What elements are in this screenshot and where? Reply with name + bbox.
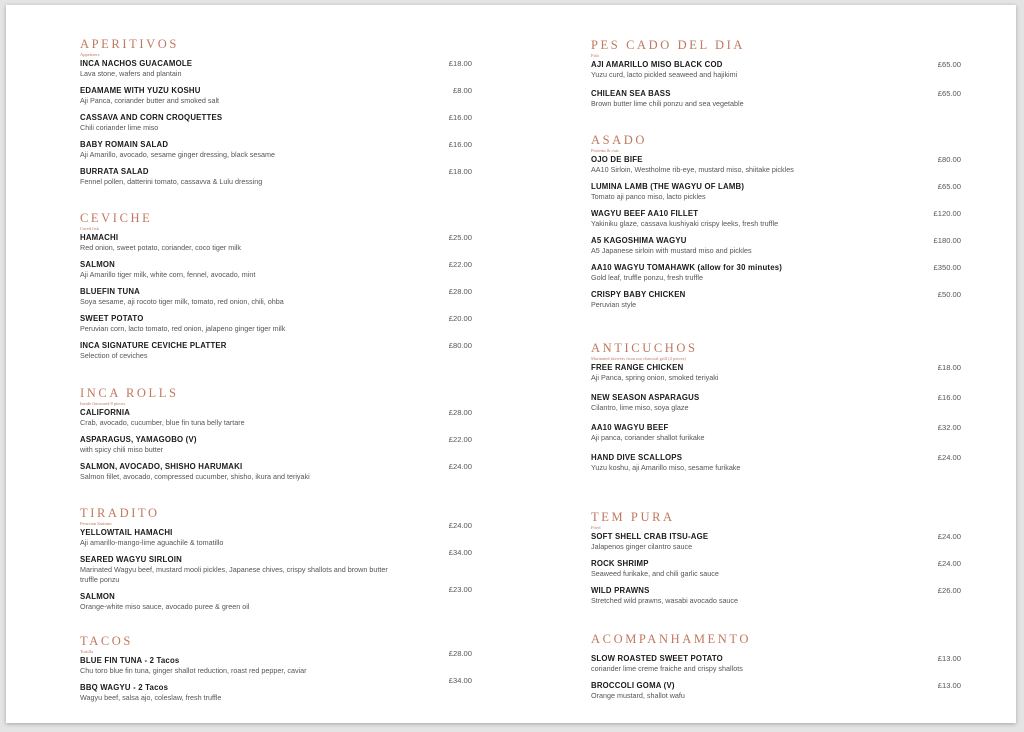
section-title: TACOS [80,634,133,648]
item-name: BABY ROMAIN SALAD [80,140,169,149]
section-ceviche [80,211,472,368]
item-description: Soya sesame, aji rocoto tiger milk, tomato, red onion, chili, ohba [80,297,284,306]
item-description: with spicy chili miso butter [80,445,164,454]
item-name: AA10 WAGYU TOMAHAWK (allow for 30 minutes) [591,263,783,272]
item-description: Yakiniku glaze, cassava kushiyaki crispy leeks, fresh truffle [591,219,779,228]
item-price: £24.00 [448,462,472,471]
item-price: £350.00 [933,263,961,272]
item-name: LUMINA LAMB (THE WAGYU OF LAMB) [591,182,745,191]
menu-item [591,654,961,674]
item-name: SEARED WAGYU SIRLOIN [80,555,182,564]
section-title: ACOMPANHAMENTO [591,632,752,646]
item-price: £22.00 [448,435,472,444]
item-name: SOFT SHELL CRAB ITSU-AGE [591,532,709,541]
menu-item [591,559,961,579]
menu-item [591,453,961,473]
item-description: A5 Japanese sirloin with mustard miso and pickles [591,246,752,255]
item-name: CALIFORNIA [80,408,131,417]
item-description: Aji amarillo-mango-lime aguachile & tomatillo [80,538,224,547]
item-price: £80.00 [448,341,472,350]
section-subtitle: Fried [591,525,601,530]
item-name: INCA SIGNATURE CEVICHE PLATTER [80,341,227,350]
item-name: CRISPY BABY CHICKEN [591,290,686,299]
item-description: coriander lime creme fraiche and crispy shallots [591,664,743,673]
item-name: INCA NACHOS GUACAMOLE [80,59,193,68]
item-price: £16.00 [937,393,961,402]
item-name: HAMACHI [80,233,119,242]
section-title: ANTICUCHOS [591,341,698,355]
menu-item [80,435,472,455]
item-description: Orange mustard, shallot wafu [591,691,685,700]
item-name: OJO DE BIFE [591,155,643,164]
section-subtitle: Inside flavoured 8 pieces [80,401,126,406]
menu-item [591,209,961,229]
item-description: Yuzu curd, lacto pickled seaweed and hajikimi [591,70,738,79]
item-price: £34.00 [448,676,472,685]
item-description: Aji panca, coriander shallot furikake [591,433,705,442]
item-price: £28.00 [448,287,472,296]
item-name: ROCK SHRIMP [591,559,649,568]
menu-item [591,290,961,310]
item-description: Selection of ceviches [80,351,148,360]
section-title: APERITIVOS [80,37,179,51]
item-price: £16.00 [448,140,472,149]
item-name: SALMON [80,592,115,601]
item-price: £65.00 [937,60,961,69]
section-acompanhamento [591,632,961,708]
section-title: ASADO [591,133,648,147]
section-subtitle: Marinated skewers from our charcoal grill (2 pieces) [591,356,686,361]
item-price: £32.00 [937,423,961,432]
item-description: Aji Panca, spring onion, smoked teriyaki [591,373,719,382]
item-price: £28.00 [448,408,472,417]
item-description: Crab, avocado, cucumber, blue fin tuna belly tartare [80,418,245,427]
item-description: Yuzu koshu, aji Amarillo miso, sesame furikake [591,463,741,472]
item-price: £24.00 [937,559,961,568]
menu-item [80,462,472,482]
item-name: BLUE FIN TUNA - 2 Tacos [80,656,180,665]
item-price: £18.00 [937,363,961,372]
menu-item [80,233,472,253]
item-description: Tomato aji panco miso, lacto pickles [591,192,706,201]
item-description: Cilantro, lime miso, soya glaze [591,403,689,412]
item-price: £26.00 [937,586,961,595]
menu-item [80,59,472,79]
menu-item [591,155,961,175]
item-name: WAGYU BEEF AA10 FILLET [591,209,699,218]
item-description: Aji Amarillo, avocado, sesame ginger dressing, black sesame [80,150,275,159]
item-price: £16.00 [448,113,472,122]
item-name: AJI AMARILLO MISO BLACK COD [591,60,723,69]
menu-item [591,423,961,443]
menu-item [591,393,961,413]
section-title: TIRADITO [80,506,160,520]
item-description: Seaweed furikake, and chili garlic sauce [591,569,719,578]
item-price: £23.00 [448,585,472,594]
section-title: INCA ROLLS [80,386,179,400]
menu-item [591,60,961,80]
section-asado [591,133,961,317]
section-subtitle: Tortilla [80,649,94,654]
item-name: BROCCOLI GOMA (V) [591,681,675,690]
menu-item [80,86,472,106]
item-price: £28.00 [448,649,472,658]
section-anticuchos [591,341,961,480]
item-description: Orange-white miso sauce, avocado puree & green oil [80,602,250,611]
item-price: £20.00 [448,314,472,323]
menu-item [80,260,472,280]
item-price: £13.00 [937,654,961,663]
section-title: PES CADO DEL DIA [591,38,745,52]
item-name: ASPARAGUS, YAMAGOBO (V) [80,435,197,444]
item-name: YELLOWTAIL HAMACHI [80,528,173,537]
item-name: CHILEAN SEA BASS [591,89,671,98]
section-aperitivos [80,37,472,194]
section-subtitle: Cured fish [80,226,99,231]
item-description: Brown butter lime chili ponzu and sea vegetable [591,99,744,108]
menu-item [591,681,961,701]
item-price: £22.00 [448,260,472,269]
item-name: HAND DIVE SCALLOPS [591,453,683,462]
section-title: TEM PURA [591,510,675,524]
section-pescado [591,38,961,116]
item-name: FREE RANGE CHICKEN [591,363,684,372]
item-description: Lava stone, wafers and plantain [80,69,182,78]
section-title: CEVICHE [80,211,153,225]
item-description: Marinated Wagyu beef, mustard mooli pickles, Japanese chives, crispy shallots and brown butter truffle ponzu [80,565,388,584]
menu-item [591,363,961,383]
menu-item [80,548,472,585]
section-subtitle: Appetizers [80,52,100,57]
menu-item [80,585,472,612]
menu-item [591,586,961,606]
item-description: Aji Amarillo tiger milk, white corn, fennel, avocado, mint [80,270,256,279]
item-price: £80.00 [937,155,961,164]
menu-item [591,532,961,552]
item-name: SALMON, AVOCADO, SHISHO HARUMAKI [80,462,243,471]
item-description: Fennel pollen, datterini tomato, cassavva & Lulu dressing [80,177,263,186]
item-name: BLUEFIN TUNA [80,287,141,296]
item-description: Red onion, sweet potato, coriander, coco tiger milk [80,243,242,252]
item-description: Stretched wild prawns, wasabi avocado sauce [591,596,739,605]
section-subtitle: Peruvian Sashimi [80,521,112,526]
menu-item [80,113,472,133]
menu-page [6,5,1016,723]
item-name: AA10 WAGYU BEEF [591,423,669,432]
item-description: Salmon fillet, avocado, compressed cucumber, shisho, ikura and teriyaki [80,472,310,481]
item-description: Peruvian corn, lacto tomato, red onion, jalapeno ginger tiger milk [80,324,286,333]
menu-item [591,182,961,202]
section-tacos [80,634,472,710]
section-inca-rolls [80,386,472,489]
item-description: Wagyu beef, salsa ajo, coleslaw, fresh truffle [80,693,222,702]
menu-item [591,236,961,256]
item-name: BURRATA SALAD [80,167,149,176]
item-description: AA10 Sirloin, Westholme rib-eye, mustard miso, shiitake pickles [591,165,794,174]
item-name: SWEET POTATO [80,314,144,323]
item-price: £24.00 [937,532,961,541]
item-price: £180.00 [933,236,961,245]
item-price: £18.00 [448,167,472,176]
item-price: £65.00 [937,182,961,191]
item-name: SALMON [80,260,115,269]
menu-item [80,676,472,703]
item-price: £34.00 [448,548,472,557]
section-subtitle: Fish [591,53,599,58]
menu-item [80,140,472,160]
menu-item [591,263,961,283]
item-name: CASSAVA AND CORN CROQUETTES [80,113,223,122]
menu-item [80,167,472,187]
item-description: Gold leaf, truffle ponzu, fresh truffle [591,273,704,282]
item-name: NEW SEASON ASPARAGUS [591,393,700,402]
section-subtitle [591,647,961,654]
item-description: Aji Panca, coriander butter and smoked salt [80,96,220,105]
menu-item [80,408,472,428]
menu-item [80,341,472,361]
item-name: BBQ WAGYU - 2 Tacos [80,683,169,692]
menu-item [80,287,472,307]
item-price: £13.00 [937,681,961,690]
item-name: SLOW ROASTED SWEET POTATO [591,654,723,663]
item-price: £25.00 [448,233,472,242]
item-name: WILD PRAWNS [591,586,650,595]
menu-item [591,89,961,109]
item-description: Peruvian style [591,300,637,309]
item-description: Chu toro blue fin tuna, ginger shallot reduction, roast red pepper, caviar [80,666,307,675]
item-price: £65.00 [937,89,961,98]
item-price: £8.00 [452,86,472,95]
item-description: Chili coriander lime miso [80,123,159,132]
item-name: A5 KAGOSHIMA WAGYU [591,236,687,245]
section-tiradito [80,506,472,619]
item-description: Jalapenos ginger cilantro sauce [591,542,693,551]
section-tempura [591,510,961,613]
item-price: £18.00 [448,59,472,68]
menu-item [80,314,472,334]
item-name: EDAMAME WITH YUZU KOSHU [80,86,201,95]
item-price: £24.00 [448,521,472,530]
item-price: £50.00 [937,290,961,299]
item-price: £120.00 [933,209,961,218]
section-subtitle: Proteins & cuts [591,148,619,153]
item-price: £24.00 [937,453,961,462]
